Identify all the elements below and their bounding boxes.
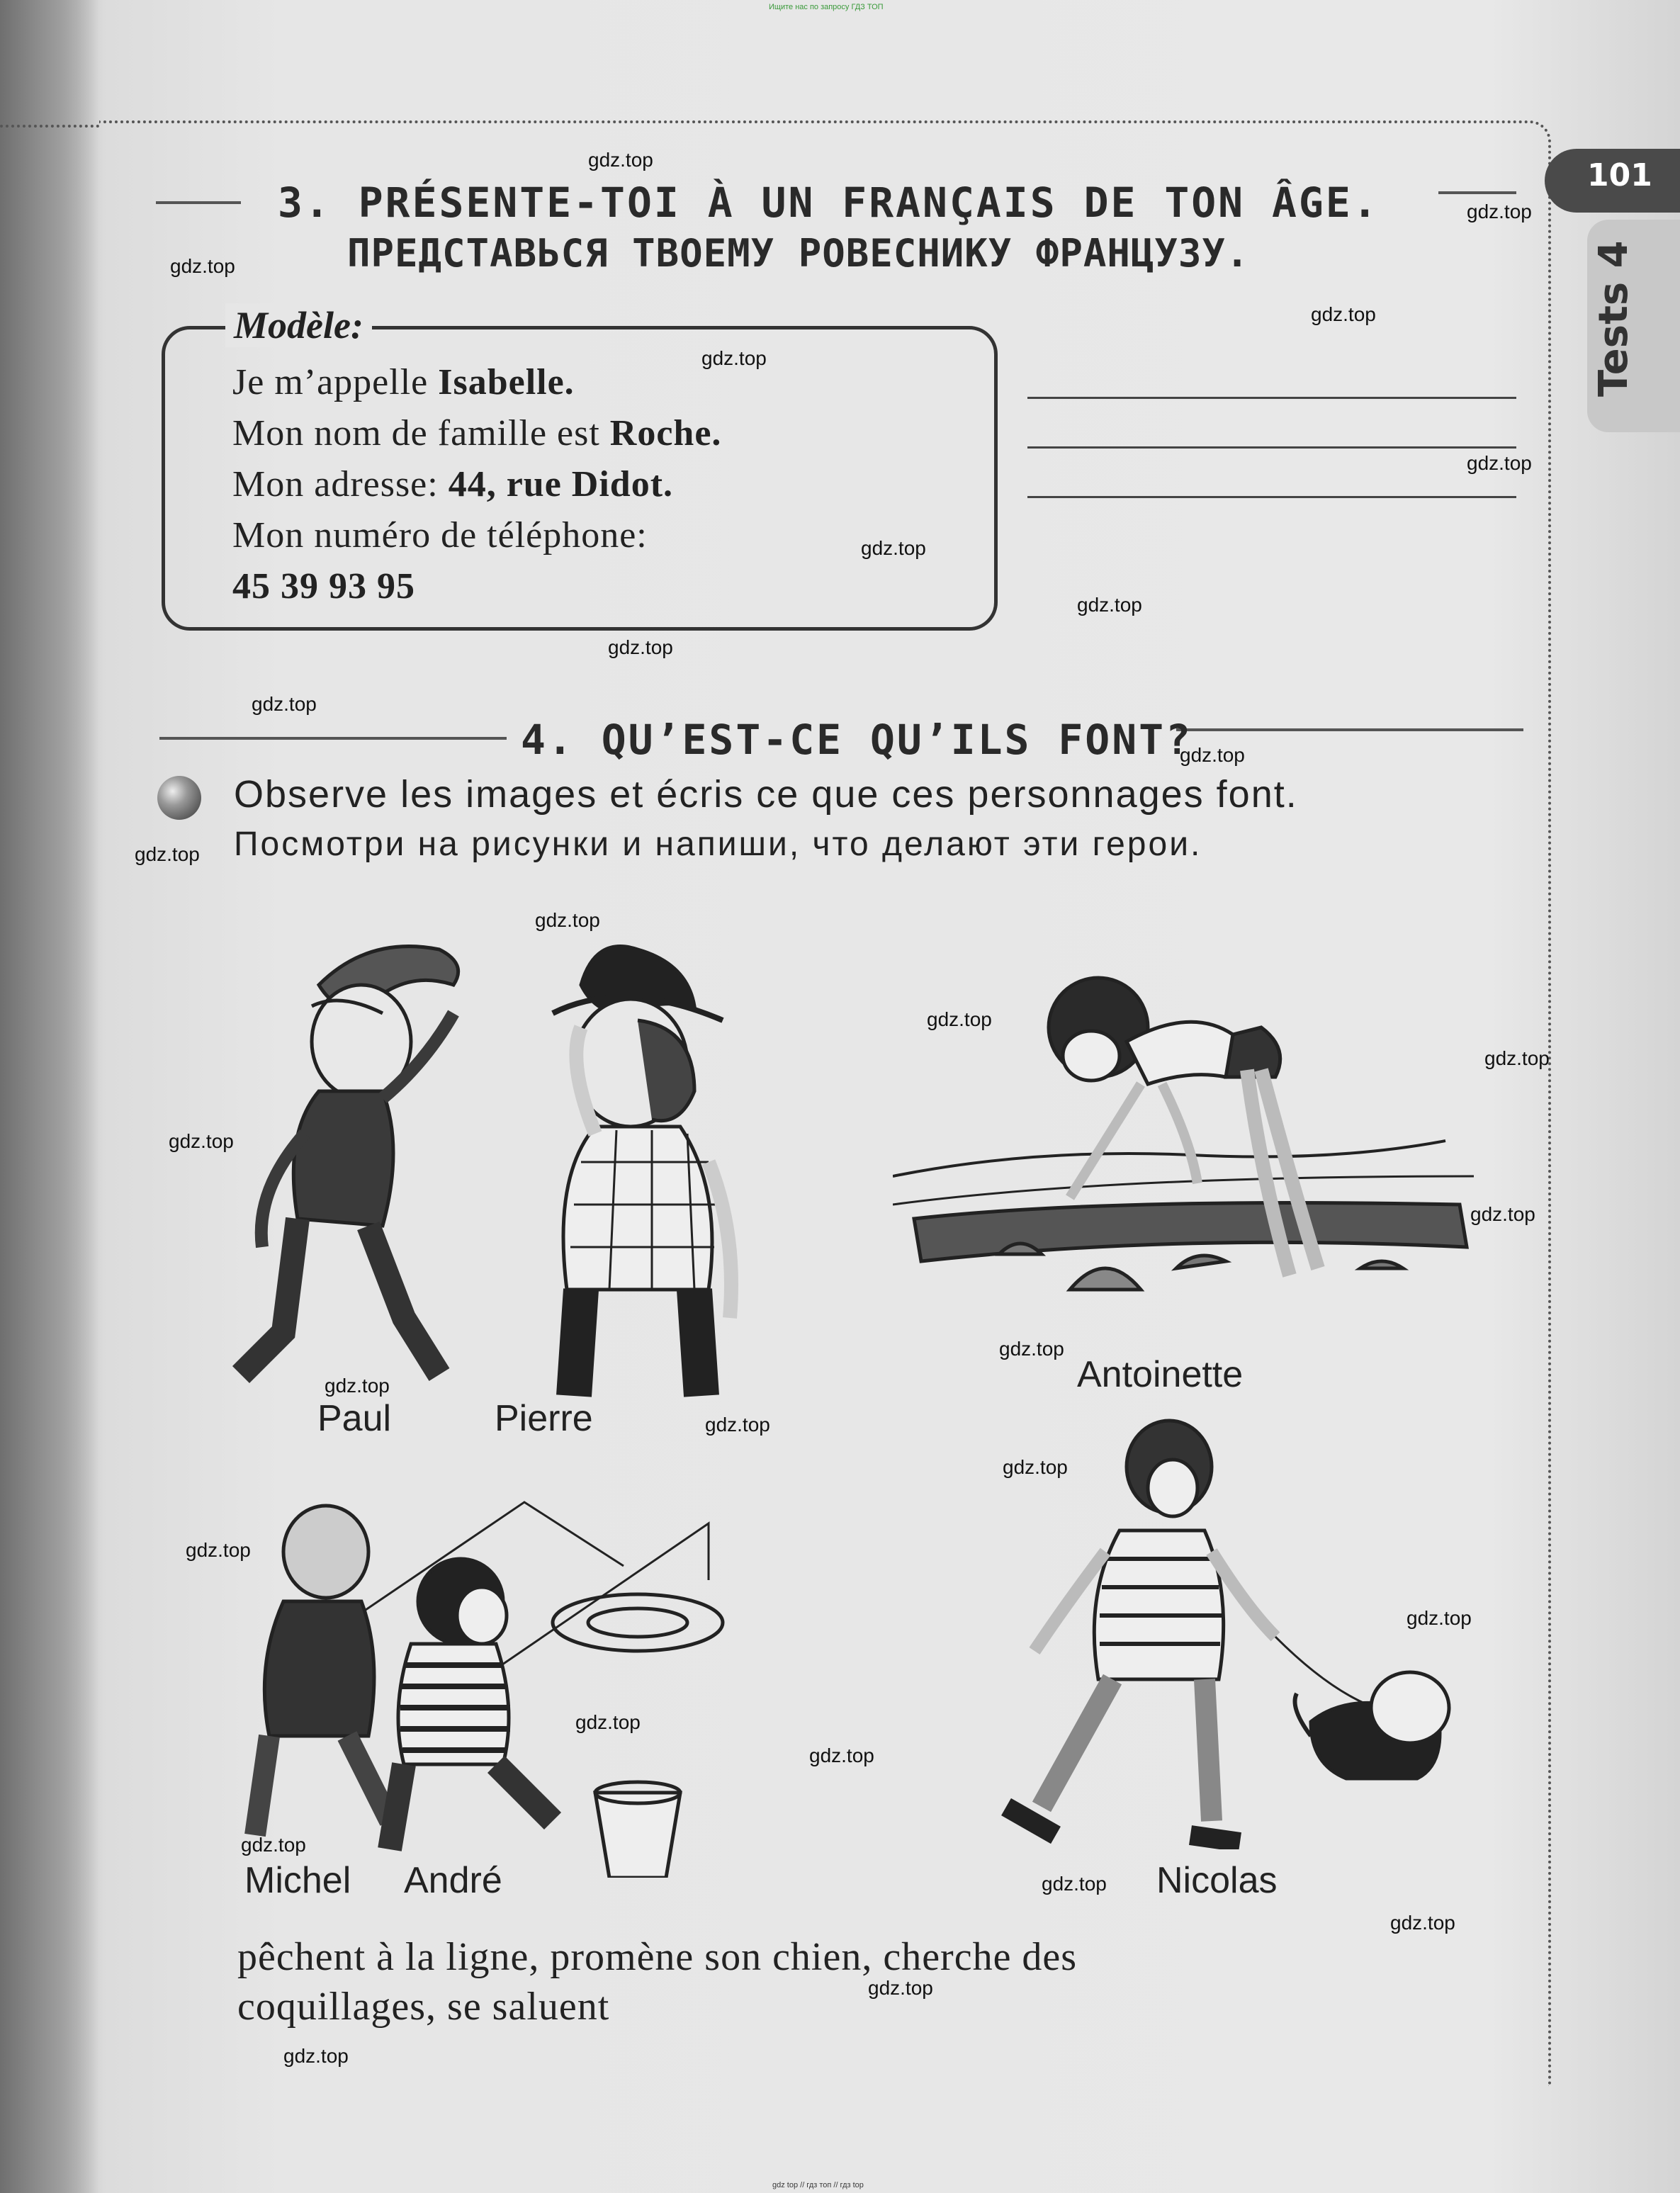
- bullet-icon: [157, 776, 201, 820]
- label-paul: Paul: [317, 1398, 392, 1439]
- label-michel: Michel: [244, 1860, 351, 1901]
- watermark: gdz.top: [1467, 452, 1532, 474]
- watermark: gdz.top: [1311, 303, 1376, 325]
- dotted-border-left: [0, 125, 99, 128]
- watermark: gdz.top: [588, 149, 653, 171]
- watermark: gdz.top: [999, 1338, 1064, 1360]
- answer-line-3[interactable]: [1027, 496, 1516, 498]
- book-spine-shadow: [0, 0, 99, 2193]
- exercise4-title: 4. QU’EST-CE QU’ILS FONT?: [521, 716, 1193, 764]
- label-antoinette: Antoinette: [1077, 1354, 1244, 1395]
- page-number: 101: [1587, 157, 1652, 193]
- watermark: gdz.top: [135, 843, 200, 865]
- watermark: gdz.top: [1484, 1047, 1550, 1069]
- watermark: gdz.top: [701, 347, 767, 369]
- model-line-phone-label: Mon numéro de téléphone:: [232, 515, 648, 556]
- watermark: gdz.top: [868, 1977, 933, 1999]
- label-andre: André: [404, 1860, 502, 1901]
- instruction-fr: Observe les images et écris ce que ces personnages font.: [234, 773, 1298, 816]
- instruction-ru: Посмотри на рисунки и напиши, что делают эти герои.: [234, 825, 1202, 863]
- watermark: gdz.top: [705, 1414, 770, 1436]
- top-note: Ищите нас по запросу ГДЗ ТОП: [769, 3, 884, 11]
- watermark: gdz.top: [283, 2045, 349, 2067]
- exercise3-title-fr: 3. PRÉSENTE-TOI À UN FRANÇAIS DE TON ÂGE.: [278, 179, 1380, 227]
- watermark: gdz.top: [1470, 1203, 1535, 1225]
- title-rule-left: [156, 201, 241, 204]
- answer-line-2[interactable]: [1027, 446, 1516, 449]
- model-line-address: Mon adresse: 44, rue Didot.: [232, 464, 674, 504]
- watermark: gdz.top: [1180, 744, 1245, 766]
- answer-options-line1: pêchent à la ligne, promène son chien, cherche des: [237, 1935, 1078, 1979]
- model-line-name: Je m’appelle Isabelle.: [232, 362, 575, 402]
- watermark: gdz.top: [1406, 1607, 1472, 1629]
- watermark: gdz.top: [1390, 1912, 1455, 1934]
- watermark: gdz.top: [325, 1375, 390, 1397]
- watermark: gdz.top: [927, 1008, 992, 1030]
- bottom-note: gdz top // гдз топ // гдз top: [772, 2181, 864, 2189]
- watermark: gdz.top: [1003, 1456, 1068, 1478]
- watermark: gdz.top: [186, 1539, 251, 1561]
- ex4-rule-right: [1176, 728, 1523, 731]
- section-label: Tests 4: [1591, 240, 1637, 397]
- watermark: gdz.top: [241, 1834, 306, 1856]
- watermark: gdz.top: [575, 1711, 641, 1733]
- watermark: gdz.top: [809, 1744, 874, 1766]
- watermark: gdz.top: [252, 693, 317, 715]
- model-line-phone-number: 45 39 93 95: [232, 566, 415, 607]
- answer-options-line2: coquillages, se saluent: [237, 1985, 610, 2029]
- model-line-surname: Mon nom de famille est Roche.: [232, 413, 722, 453]
- watermark: gdz.top: [861, 537, 926, 559]
- label-nicolas: Nicolas: [1156, 1860, 1278, 1901]
- watermark: gdz.top: [1077, 594, 1142, 616]
- watermark: gdz.top: [169, 1130, 234, 1152]
- watermark: gdz.top: [170, 255, 235, 277]
- watermark: gdz.top: [1467, 201, 1532, 222]
- answer-line-1[interactable]: [1027, 397, 1516, 399]
- label-pierre: Pierre: [495, 1398, 593, 1439]
- watermark: gdz.top: [608, 636, 673, 658]
- paul-pierre-illustration: [198, 921, 801, 1403]
- title-rule-right: [1438, 191, 1516, 194]
- watermark: gdz.top: [1042, 1873, 1107, 1895]
- model-label: Modèle:: [225, 303, 372, 347]
- michel-andre-fishing-illustration: [227, 1481, 751, 1878]
- exercise3-title-ru: ПРЕДСТАВЬСЯ ТВОЕМУ РОВЕСНИКУ ФРАНЦУЗУ.: [347, 231, 1250, 276]
- watermark: gdz.top: [535, 909, 600, 931]
- ex4-rule-left: [159, 737, 507, 740]
